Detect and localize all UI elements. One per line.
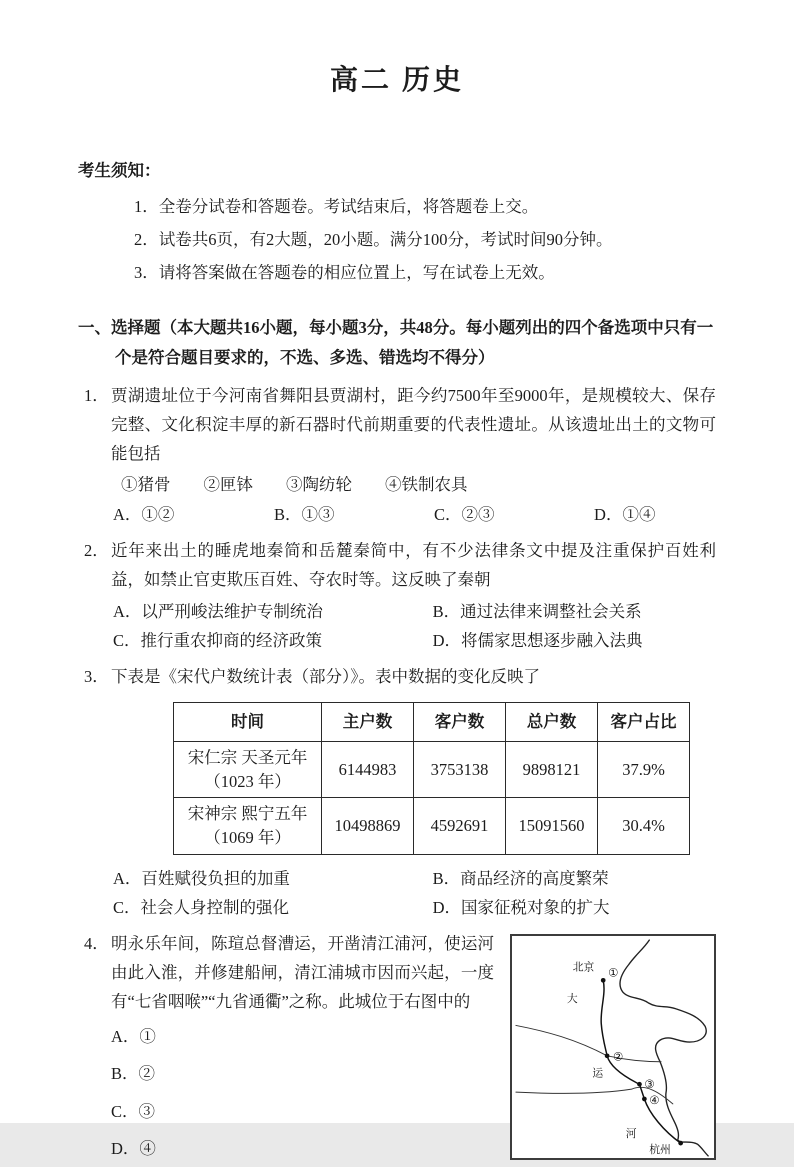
canal-char-he: 河 xyxy=(625,1128,637,1141)
question-stem: 明永乐年间，陈瑄总督漕运，开凿清江浦河，使运河由此入淮，并修建船闸，清江浦城市因而兴起，一度有“七省咽喉”“九省通衢”之称。此城位于右图中的 xyxy=(111,934,494,1011)
canal-map-figure xyxy=(512,936,714,1158)
option-a: A．① xyxy=(111,1026,156,1046)
option-c: C．社会人身控制的强化 xyxy=(113,898,290,918)
guest-ratio: 37.9% xyxy=(598,741,690,798)
marker-1-label: ① xyxy=(608,967,619,980)
option-d: D．①④ xyxy=(594,505,656,525)
option-a: A．百姓赋役负担的加重 xyxy=(113,869,290,889)
option-d: D．④ xyxy=(111,1139,156,1159)
question-subitems: ①猪骨 ②匣钵 ③陶纺轮 ④铁制农具 xyxy=(121,474,468,494)
section-heading: 一、选择题（本大题共16小题，每小题3分，共48分。每小题列出的四个备选项中只有一个是符合题目要求的，不选、多选、错选均不得分） xyxy=(78,317,714,368)
option-b: B．通过法律来调整社会关系 xyxy=(432,602,642,622)
question-2 xyxy=(78,537,716,656)
marker-4-label: ④ xyxy=(649,1094,660,1107)
question-3 xyxy=(78,663,716,923)
main-households: 6144983 xyxy=(322,741,414,798)
question-stem: 贾湖遗址位于今河南省舞阳县贾湖村，距今约7500年至9000年，是规模较大、保存完整、文化积淀丰厚的新石器时代前期重要的代表性遗址。从该遗址出土的文物可能包括 xyxy=(111,385,716,463)
option-a: A．以严刑峻法维护专制统治 xyxy=(113,602,323,622)
guest-ratio: 30.4% xyxy=(598,798,690,855)
canal-char-yun: 运 xyxy=(592,1067,604,1080)
marker-2-label: ② xyxy=(613,1051,624,1064)
question-number: 4． xyxy=(84,934,109,954)
table-row xyxy=(174,741,690,798)
era-year: （1023 年） xyxy=(204,771,291,791)
canal-char-da: 大 xyxy=(566,992,578,1005)
col-header-main: 主户数 xyxy=(322,702,414,741)
question-options xyxy=(111,501,656,530)
col-header-total: 总户数 xyxy=(506,702,598,741)
question-stem: 下表是《宋代户数统计表（部分）》。表中数据的变化反映了 xyxy=(111,666,540,686)
question-number: 3． xyxy=(84,666,109,686)
option-c: C．推行重农抑商的经济政策 xyxy=(113,630,323,650)
table-row xyxy=(174,798,690,855)
main-households: 10498869 xyxy=(322,798,414,855)
yellow-river-path xyxy=(516,1025,661,1061)
canal-map xyxy=(510,934,716,1160)
era-name: 宋神宗 熙宁五年 xyxy=(187,804,308,824)
question-options xyxy=(111,598,716,656)
era-name: 宋仁宗 天圣元年 xyxy=(187,747,308,767)
era-year: （1069 年） xyxy=(204,828,291,848)
option-b: B．①③ xyxy=(273,505,335,525)
hangzhou-dot xyxy=(678,1141,683,1146)
page-title: 高二 历史 xyxy=(329,65,464,96)
era-cell xyxy=(174,798,322,855)
table-header-row xyxy=(174,702,690,741)
guest-households: 3753138 xyxy=(414,741,506,798)
total-households: 15091560 xyxy=(506,798,598,855)
notice-item: 2．试卷共6页，有2大题，20小题。满分100分，考试时间90分钟。 xyxy=(134,229,613,249)
marker-3-label: ③ xyxy=(644,1079,655,1092)
marker-3-dot xyxy=(637,1082,642,1087)
question-number: 2． xyxy=(84,541,109,561)
beijing-dot xyxy=(601,978,606,983)
guest-households: 4592691 xyxy=(414,798,506,855)
hangzhou-label: 杭州 xyxy=(649,1143,671,1156)
col-header-ratio: 客户占比 xyxy=(598,702,690,741)
option-d: D．将儒家思想逐步融入法典 xyxy=(432,630,643,650)
notice-item: 3．请将答案做在答题卷的相应位置上，写在试卷上无效。 xyxy=(134,262,555,282)
notice-section xyxy=(78,157,716,289)
option-c: C．③ xyxy=(111,1101,156,1121)
total-households: 9898121 xyxy=(506,741,598,798)
beijing-label: 北京 xyxy=(572,961,595,974)
col-header-time: 时间 xyxy=(174,702,322,741)
song-household-table xyxy=(173,702,690,856)
col-header-guest: 客户数 xyxy=(414,702,506,741)
option-d: D．国家征税对象的扩大 xyxy=(432,898,610,918)
question-1 xyxy=(78,382,716,530)
question-4 xyxy=(78,930,716,1167)
option-b: B．② xyxy=(111,1064,156,1084)
option-b: B．商品经济的高度繁荣 xyxy=(432,869,609,889)
notice-item: 1．全卷分试卷和答题卷。考试结束后，将答题卷上交。 xyxy=(134,196,539,216)
question-number: 1． xyxy=(84,385,109,405)
option-c: C．②③ xyxy=(434,505,495,525)
marker-2-dot xyxy=(605,1053,610,1058)
coastline-path xyxy=(620,940,708,1156)
marker-4-dot xyxy=(642,1097,647,1102)
era-cell xyxy=(174,741,322,798)
notice-heading: 考生须知： xyxy=(78,161,161,180)
question-options xyxy=(111,865,716,923)
option-a: A．①② xyxy=(113,505,175,525)
question-stem: 近年来出土的睡虎地秦简和岳麓秦简中，有不少法律条文中提及注重保护百姓利益，如禁止官吏欺压百姓、夺农时等。这反映了秦朝 xyxy=(111,541,716,590)
